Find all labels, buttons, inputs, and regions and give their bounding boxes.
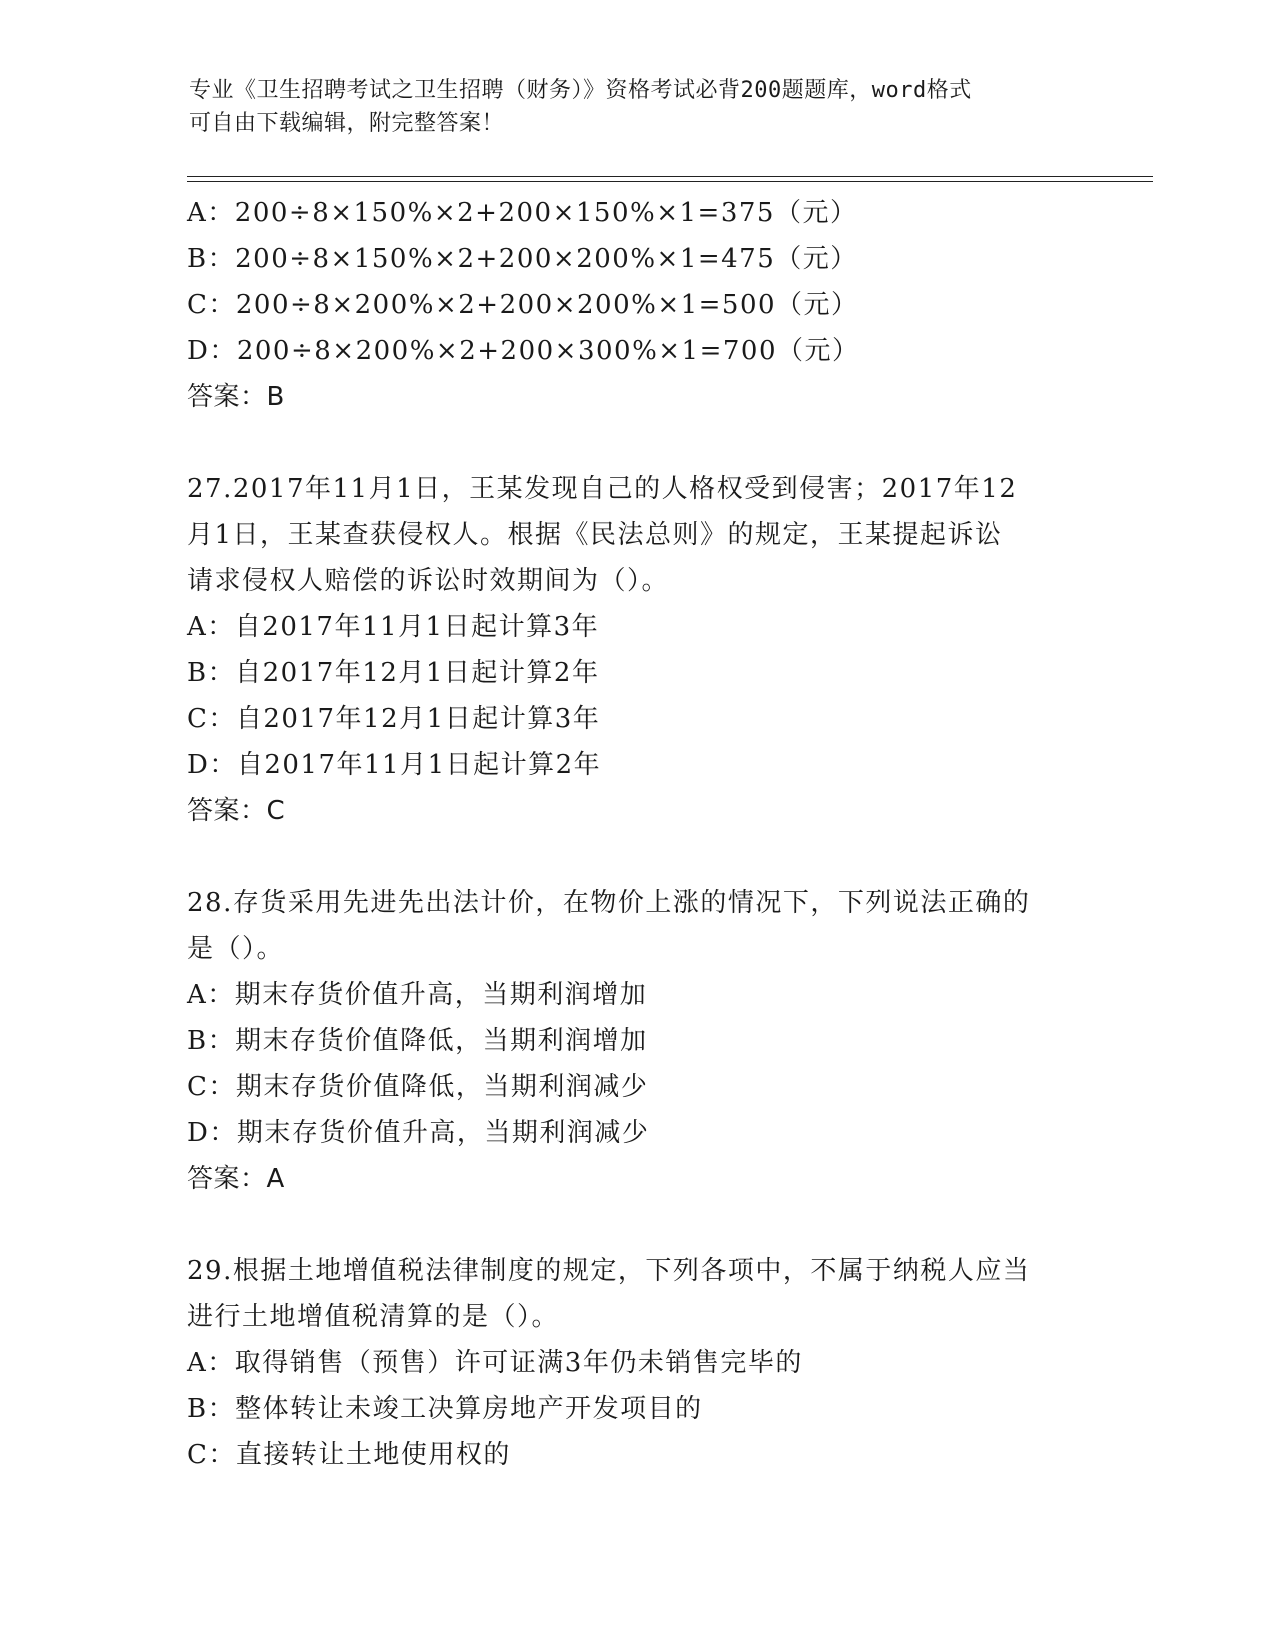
spacer [187,420,1087,466]
option-d: D：自2017年11月1日起计算2年 [187,750,602,780]
header-title-line-2: 可自由下载编辑，附完整答案！ [189,111,505,136]
option-d: D：期末存货价值升高，当期利润减少 [187,1118,650,1148]
option-a: A：期末存货价值升高，当期利润增加 [187,980,648,1010]
header-title-line-1: 专业《卫生招聘考试之卫生招聘（财务）》资格考试必背200题题库，word格式 [189,78,972,103]
question-27 [187,466,1087,834]
question-28 [187,880,1087,1202]
option-c: C：直接转让土地使用权的 [187,1440,511,1470]
header-divider-top [187,176,1153,177]
question-stem-line: 是（）。 [187,934,285,964]
option-b: B：自2017年12月1日起计算2年 [187,658,600,688]
option-c: C：自2017年12月1日起计算3年 [187,704,601,734]
spacer [187,834,1087,880]
question-stem-line: 28.存货采用先进先出法计价，在物价上涨的情况下，下列说法正确的 [187,888,1031,918]
option-d: D：200÷8×200%×2+200×300%×1=700（元） [187,336,860,366]
question-stem-line: 月1日，王某查获侵权人。根据《民法总则》的规定，王某提起诉讼 [187,520,1003,550]
option-c: C：期末存货价值降低，当期利润减少 [187,1072,649,1102]
option-a: A：200÷8×150%×2+200×150%×1=375（元） [187,198,858,228]
option-a: A：自2017年11月1日起计算3年 [187,612,600,642]
question-stem-line: 29.根据土地增值税法律制度的规定，下列各项中，不属于纳税人应当 [187,1256,1031,1286]
option-a: A：取得销售（预售）许可证满3年仍未销售完毕的 [187,1348,803,1378]
option-c: C：200÷8×200%×2+200×200%×1=500（元） [187,290,859,320]
question-stem-line: 27.2017年11月1日，王某发现自己的人格权受到侵害；2017年12 [187,474,1018,504]
answer-line: 答案：B [187,382,285,412]
answer-line: 答案：C [187,796,286,826]
question-list [187,190,1087,1478]
question-stem-line: 进行土地增值税清算的是（）。 [187,1302,560,1332]
question-stem-line: 请求侵权人赔偿的诉讼时效期间为（）。 [187,566,670,596]
question-26 [187,190,1087,420]
option-b: B：期末存货价值降低，当期利润增加 [187,1026,648,1056]
answer-line: 答案：A [187,1164,285,1194]
option-b: B：整体转让未竣工决算房地产开发项目的 [187,1394,703,1424]
option-b: B：200÷8×150%×2+200×200%×1=475（元） [187,244,858,274]
spacer [187,1202,1087,1248]
question-29 [187,1248,1087,1478]
document-header [189,74,1089,140]
header-divider-bottom [187,181,1153,182]
